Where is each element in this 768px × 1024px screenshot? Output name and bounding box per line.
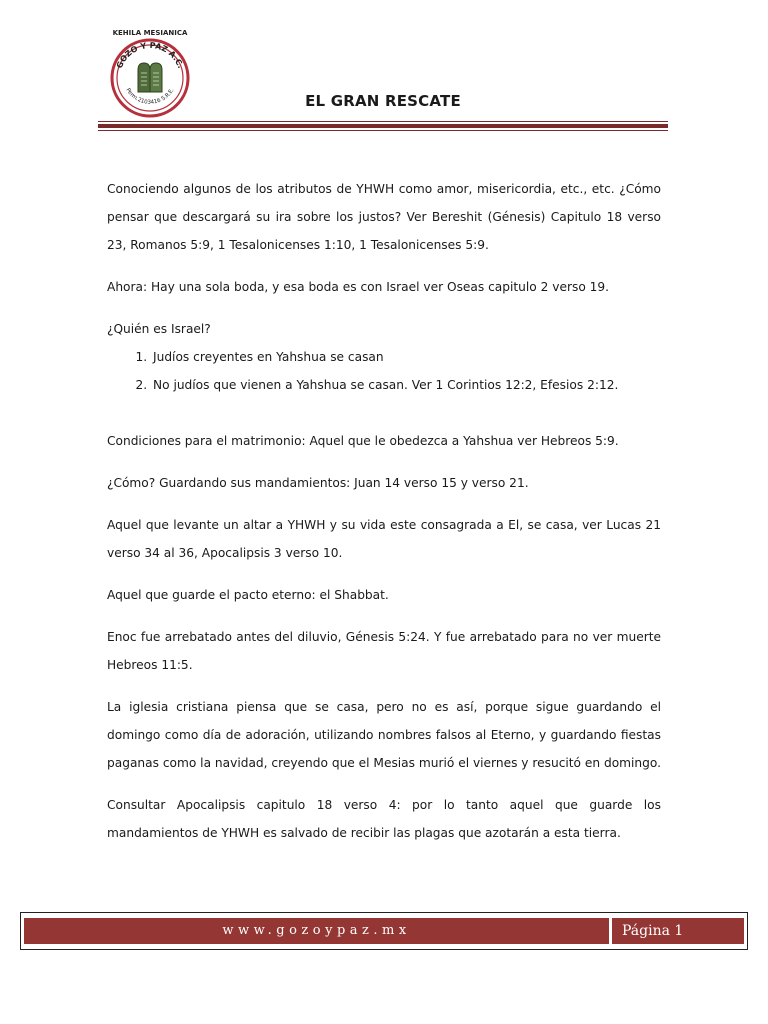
header-rule [98, 121, 668, 131]
paragraph-condiciones: Condiciones para el matrimonio: Aquel que le obedezca a Yahshua ver Hebreos 5:9. [107, 434, 619, 448]
document-body [107, 175, 661, 861]
paragraph-quien-es-israel: ¿Quién es Israel? [107, 322, 211, 336]
paragraph-shabbat: Aquel que guarde el pacto eterno: el Shabbat. [107, 588, 389, 602]
header-rule-thin-top [98, 121, 668, 122]
paragraph-boda: Ahora: Hay una sola boda, y esa boda es con Israel ver Oseas capitulo 2 verso 19. [107, 280, 610, 294]
page-footer [20, 912, 748, 950]
seal-graphic [104, 26, 196, 118]
tablets-icon [138, 63, 162, 92]
israel-list [107, 343, 661, 399]
paragraph-apocalipsis: Consultar Apocalipsis capitulo 18 verso 4: por lo tanto aquel que guarde los mandamientos de YHWH es salvado de recibir las plagas que azotarán a esta tierra. [107, 798, 661, 840]
footer-page-number: Página 1 [612, 918, 744, 944]
paragraph-iglesia: La iglesia cristiana piensa que se casa, pero no es así, porque sigue guardando el domingo como día de adoración, utilizando nombres falsos al Eterno, y guardando fiestas paganas como la navidad, creyendo que el Mesias murió el viernes y resucitó en domingo. [107, 700, 662, 770]
paragraph-altar: Aquel que levante un altar a YHWH y su vida este consagrada a El, se casa, ver Lucas 21 verso 34 al 36, Apocalipsis 3 verso 10. [107, 518, 661, 560]
header-rule-thin-bottom [98, 130, 668, 131]
logo-bottom-text: Perm.2103416 S.R.E. [124, 87, 176, 106]
logo-top-text: KEHILA MESIANICA [112, 29, 188, 37]
document-title: EL GRAN RESCATE [305, 92, 461, 110]
footer-website-link[interactable]: www.gozoypaz.mx [24, 918, 609, 944]
list-item: 1. Judíos creyentes en Yahshua se casan [151, 343, 661, 371]
header-rule-thick [98, 124, 668, 128]
paragraph-atributos: Conociendo algunos de los atributos de YHWH como amor, misericordia, etc., etc. ¿Cómo pensar que descargará su ira sobre los justos? Ver Bereshit (Génesis) Capitulo 18 verso 23, Romanos 5:9, 1 Tesalonicenses 1:10, 1 Tesalonicenses 5:9. [107, 182, 661, 252]
paragraph-como: ¿Cómo? Guardando sus mandamientos: Juan 14 verso 15 y verso 21. [107, 476, 529, 490]
organization-logo [104, 26, 196, 118]
logo-ring-text: GOZO Y PAZ A.C. [114, 40, 186, 70]
paragraph-enoc: Enoc fue arrebatado antes del diluvio, Génesis 5:24. Y fue arrebatado para no ver muerte Hebreos 11:5. [107, 630, 661, 672]
list-item: 2. No judíos que vienen a Yahshua se casan. Ver 1 Corintios 12:2, Efesios 2:12. [151, 371, 661, 399]
